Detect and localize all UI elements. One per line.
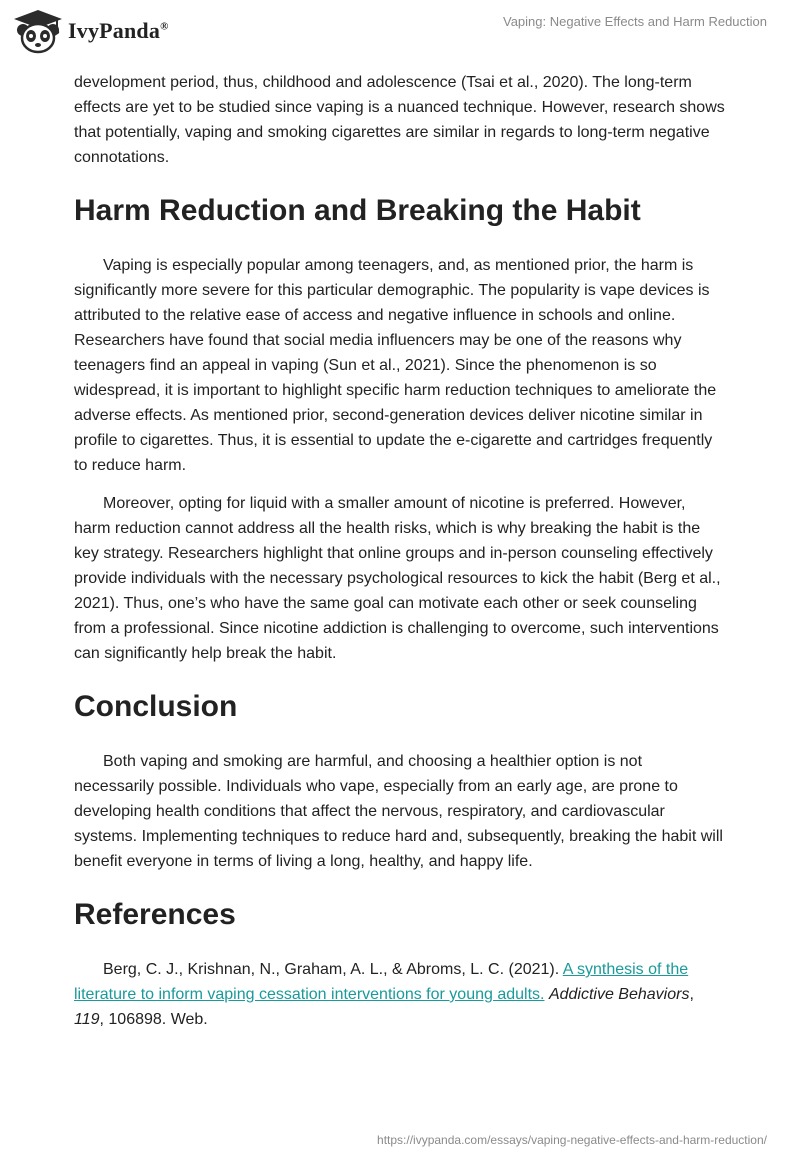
harm-reduction-heading: Harm Reduction and Breaking the Habit [74, 194, 641, 227]
document-title: Vaping: Negative Effects and Harm Reduction [503, 14, 767, 29]
brand-name: IvyPanda® [68, 18, 169, 43]
page-header [0, 0, 800, 64]
reference-link[interactable]: A synthesis of the literature to inform vaping cessation interventions for young adults. [74, 961, 689, 1003]
references-heading: References [74, 898, 236, 931]
registered-mark: ® [160, 20, 169, 33]
footer-url[interactable]: https://ivypanda.com/essays/vaping-negative-effects-and-harm-reduction/ [377, 1133, 767, 1147]
panda-graduate-icon [12, 8, 64, 54]
conclusion-paragraph: Both vaping and smoking are harmful, and choosing a healthier option is not necessarily possible. Individuals who vape, especially from an early age, are prone to developing health conditions that affect the nervous, respiratory, and cardiovascular systems. Implementing techniques to reduce hard and, subsequently, breaking the habit will benefit everyone in terms of living a long, healthy, and happy life. [74, 753, 723, 870]
harm-paragraph-2: Moreover, opting for liquid with a smaller amount of nicotine is preferred. However, harm reduction cannot address all the health risks, which is why breaking the habit is the key strategy. Researchers highlight that online groups and in-person counseling effectively provide individuals with the necessary psychological resources to kick the habit (Berg et al., 2021). Thus, one’s who have the same goal can motivate each other or seek counseling from a professional. Since nicotine addiction is challenging to overcome, such interventions can significantly help break the habit. [74, 495, 721, 662]
reference-entry: Berg, C. J., Krishnan, N., Graham, A. L., & Abroms, L. C. (2021). A synthesis of the literature to inform vaping cessation interventions for young adults. Addictive Behaviors, 119, 106898. Web. [74, 961, 694, 1028]
reference-journal: Addictive Behaviors [548, 986, 690, 1003]
reference-authors: Berg, C. J., Krishnan, N., Graham, A. L., & Abroms, L. C. (2021). [103, 961, 563, 978]
ivypanda-logo[interactable] [12, 8, 169, 54]
harm-paragraph-1: Vaping is especially popular among teenagers, and, as mentioned prior, the harm is significantly more severe for this particular demographic. The popularity is vape devices is attributed to the relative ease of access and negative influence in schools and online. Researchers have found that social media influencers may be one of the reasons why teenagers find an appeal in vaping (Sun et al., 2021). Since the phenomenon is so widespread, it is important to highlight specific harm reduction techniques to ameliorate the adverse effects. As mentioned prior, second-generation devices deliver nicotine similar in profile to cigarettes. Thus, it is essential to update the e-cigarette and cartridges frequently to reduce harm. [74, 257, 717, 474]
intro-paragraph: development period, thus, childhood and adolescence (Tsai et al., 2020). The long-term effects are yet to be studied since vaping is a nuanced technique. However, research shows that potentially, vaping and smoking cigarettes are similar in regards to long-term negative connotations. [74, 74, 725, 166]
essay-body [74, 70, 726, 1045]
reference-volume: 119 [74, 1011, 100, 1028]
conclusion-heading: Conclusion [74, 690, 238, 723]
reference-tail: , 106898. Web. [99, 1011, 208, 1028]
